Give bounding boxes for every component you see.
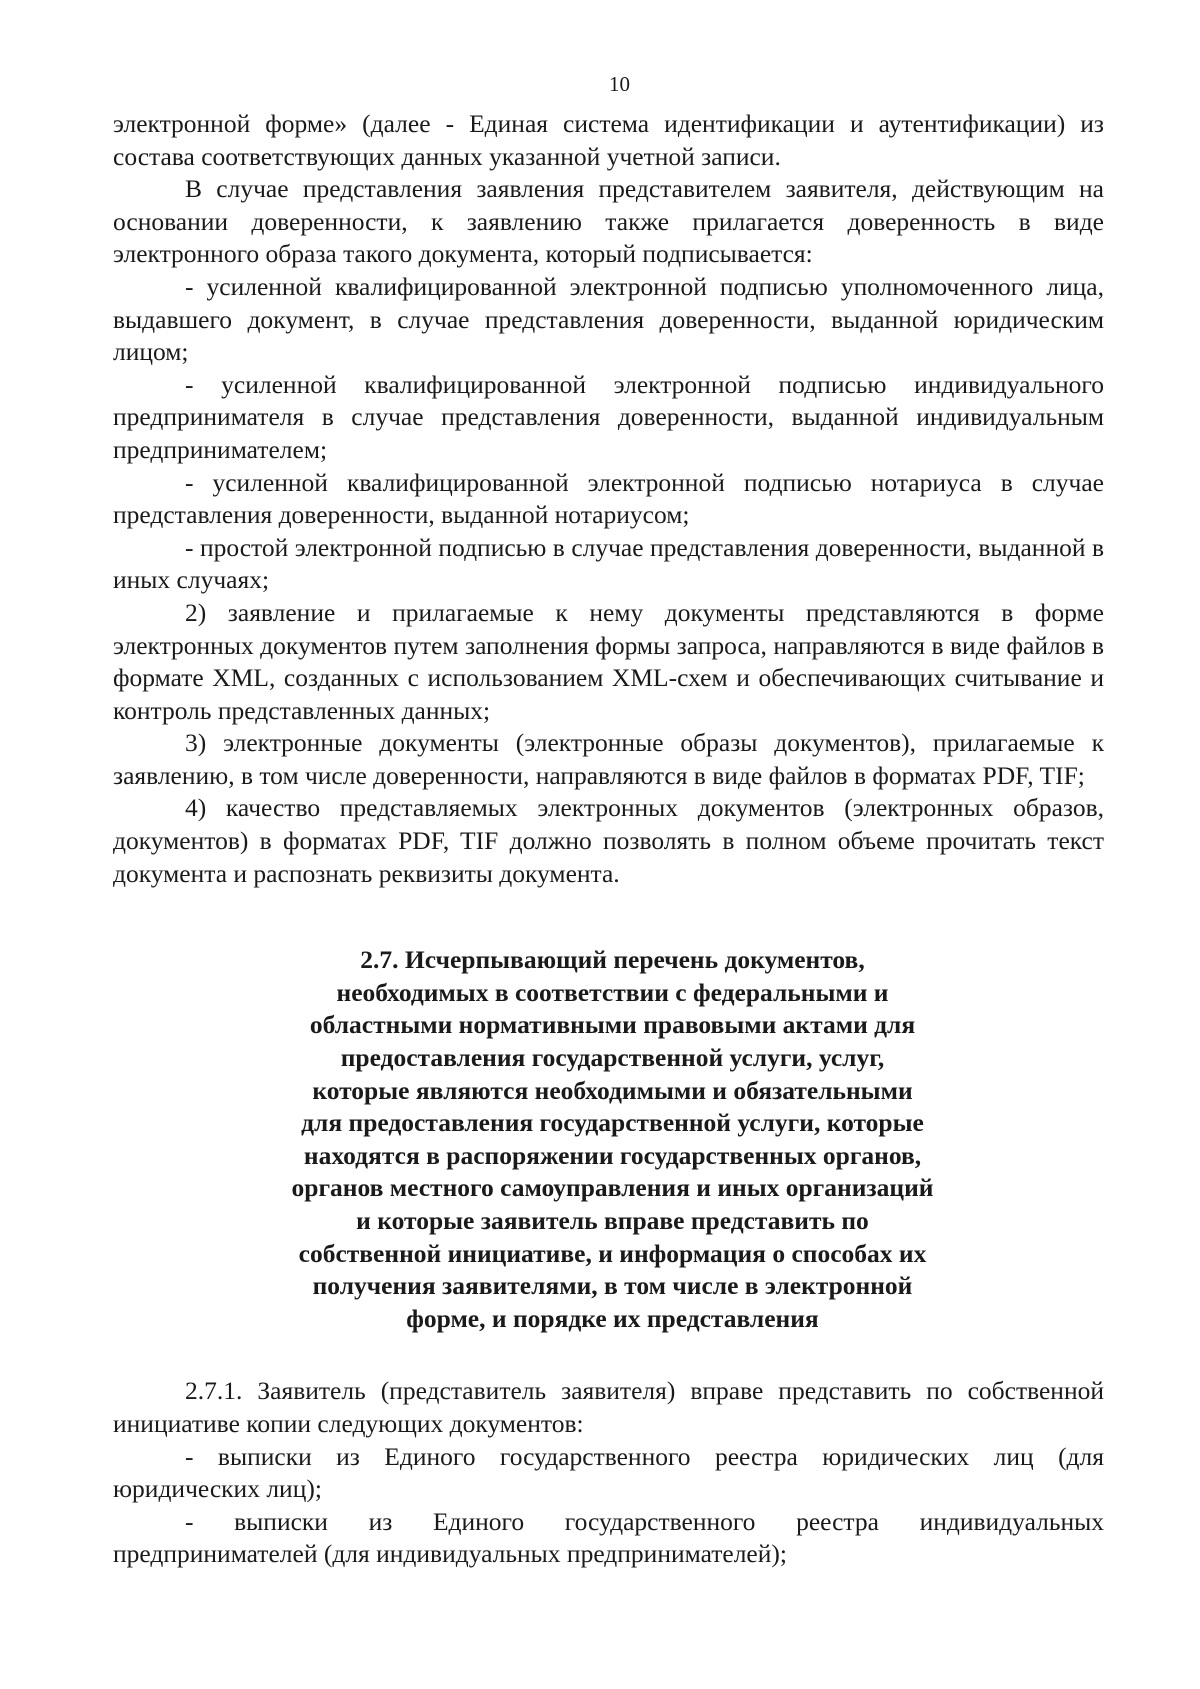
paragraph: электронной форме» (далее - Единая система идентификации и аутентификации) из состава соответствующих данных указанной учетной записи. — [113, 109, 1104, 171]
body-text-top — [113, 108, 1104, 890]
heading-line: областными нормативными правовыми актами для — [309, 1010, 916, 1040]
heading-line: необходимых в соответствии с федеральными и — [336, 977, 889, 1007]
heading-line: 2.7. Исчерпывающий перечень документов, — [360, 945, 865, 975]
list-item: - простой электронной подписью в случае представления доверенности, выданной в иных случаях; — [113, 532, 1104, 595]
paragraph: 2.7.1. Заявитель (представитель заявителя) вправе представить по собственной инициативе копии следующих документов: — [113, 1376, 1104, 1438]
paragraph: В случае представления заявления представителем заявителя, действующим на основании доверенности, к заявлению также прилагается доверенность в виде электронного образа такого документа, который подписывается: — [113, 174, 1104, 269]
list-item: - выписки из Единого государственного реестра индивидуальных предпринимателей (для индивидуальных предпринимателей); — [113, 1506, 1104, 1569]
heading-line: находятся в распоряжении государственных органов, — [303, 1140, 922, 1170]
numbered-item: 3) электронные документы (электронные образы документов), прилагаемые к заявлению, в том числе доверенности, направляются в виде файлов в форматах PDF, TIF; — [113, 728, 1104, 790]
list-item: - усиленной квалифицированной электронной подписью нотариуса в случае представления доверенности, выданной нотариусом; — [113, 467, 1104, 530]
section-heading — [225, 944, 993, 1335]
numbered-item: 2) заявление и прилагаемые к нему документы представляются в форме электронных документов путем заполнения формы запроса, направляются в виде файлов в формате XML, созданных с использованием XML-схем и обеспечивающих считывание и контроль представленных данных; — [113, 597, 1104, 725]
heading-line: собственной инициативе, и информация о способах их — [298, 1238, 927, 1268]
heading-line: и которые заявитель вправе представить по — [356, 1206, 869, 1235]
list-item: - усиленной квалифицированной электронной подписью уполномоченного лица, выдавшего документ, в случае представления доверенности, выданной юридическим лицом; — [113, 271, 1104, 367]
body-text-bottom — [113, 1375, 1104, 1571]
heading-line: получения заявителями, в том числе в электронной — [312, 1271, 913, 1301]
heading-line: которые являются необходимыми и обязательными — [312, 1075, 913, 1105]
page-number: 10 — [609, 72, 630, 96]
numbered-item: 4) качество представляемых электронных документов (электронных образов, документов) в форматах PDF, TIF должно позволять в полном объеме прочитать текст документа и распознать реквизиты документа. — [113, 793, 1104, 888]
list-item: - усиленной квалифицированной электронной подписью индивидуального предпринимателя в случае представления доверенности, выданной индивидуальным предпринимателем; — [113, 369, 1104, 464]
heading-line: предоставления государственной услуги, услуг, — [340, 1043, 885, 1073]
heading-line: органов местного самоуправления и иных организаций — [291, 1173, 934, 1203]
list-item: - выписки из Единого государственного реестра юридических лиц (для юридических лиц); — [113, 1441, 1104, 1504]
heading-line: для предоставления государственной услуги, которые — [301, 1108, 924, 1138]
heading-line: форме, и порядке их представления — [406, 1303, 819, 1333]
